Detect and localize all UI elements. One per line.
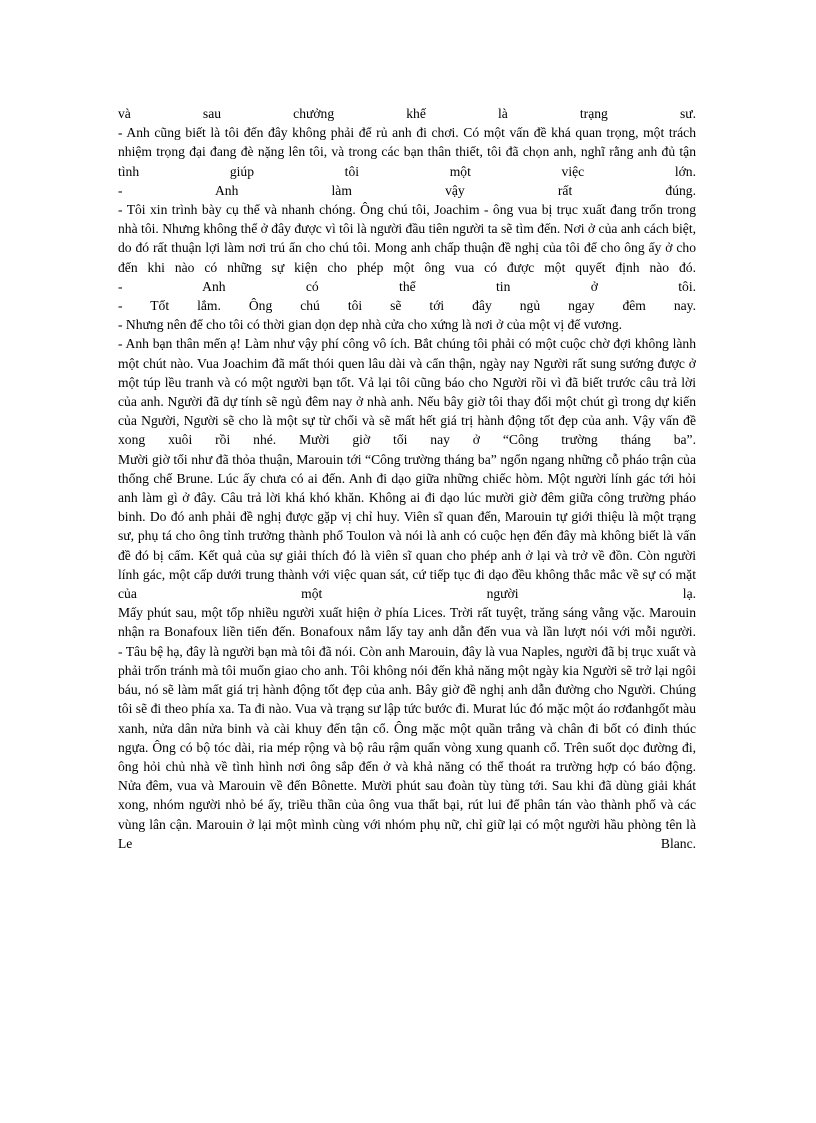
paragraph: Mấy phút sau, một tốp nhiều người xuất hiện ở phía Lices. Trời rất tuyệt, trăng sáng vằng vặc. Marouin nhận ra Bonafoux liền tiến đến. Bonafoux nắm lấy tay anh dẫn đến vua và lần lượt nói với mỗi người. xyxy=(118,605,696,640)
paragraph: Nửa đêm, vua và Marouin về đến Bônette. Mười phút sau đoàn tùy tùng tới. Sau khi đã dùng giải khát xong, nhóm người nhỏ bé ấy, triều thần của ông vua thất bại, rút lui để phân tán vào thành phố và các vùng lân cận. Marouin ở lại một mình cùng với nhóm phụ nữ, chỉ giữ lại có một người hầu phòng tên là Le Blanc. xyxy=(118,778,696,851)
paragraph: và sau chưởng khế là trạng sư. xyxy=(118,106,696,121)
paragraph: - Anh làm vậy rất đúng. xyxy=(118,182,696,198)
paragraph: Mười giờ tối như đã thỏa thuận, Marouin tới “Công trường tháng ba” ngổn ngang những cỗ pháo trận của thống chế Brune. Lúc ấy chưa có ai đến. Anh đi dạo giữa những chiếc hòm. Một người lính gác tới hỏi anh làm gì ở đây. Câu trả lời khá khó khăn. Không ai đi dạo lúc mười giờ đêm giữa công trường pháo binh. Do đó anh phải đề nghị được gặp vị chỉ huy. Viên sĩ quan đến, Marouin tự giới thiệu là một trạng sư, phụ tá cho ông tỉnh trưởng thành phố Toulon và nói là anh có cuộc hẹn đến đây mà không biết là vấn đề đó bị cấm. Kết quả của sự giải thích đó là viên sĩ quan cho phép anh ở lại và trở về đồn. Còn người lính gác, một cấp dưới trung thành với việc quan sát, cứ tiếp tục đi dạo đều không thắc mắc về sự có mặt của một người lạ. xyxy=(118,451,696,602)
paragraph: - Tâu bệ hạ, đây là người bạn mà tôi đã nói. Còn anh Marouin, đây là vua Naples, người đã bị trục xuất và phải trốn tránh mà tôi muốn giao cho anh. Tôi không nói đến khả năng một ngày kia Người sẽ trở lại ngôi báu, nó sẽ làm mất giá trị hành động tốt đẹp của anh. Bây giờ đề nghị anh dẫn đường cho Người. Chúng tôi sẽ đi theo phía xa. Ta đi nào. Vua và trạng sư lập tức bước đi. Murat lúc đó mặc một áo rơđanhgốt màu xanh, nửa dân nửa binh và cài khuy đến tận cổ. Ông mặc một quần trắng và chân đi bốt có đinh thúc ngựa. Ông có bộ tóc dài, ria mép rộng và bộ râu rậm quấn vòng xung quanh cổ. Trên suốt dọc đường đi, ông hỏi chủ nhà về tình hình nơi ông sắp đến ở và khả năng có thể thoát ra trường hợp có báo động. xyxy=(118,643,696,774)
paragraph: - Anh bạn thân mến ạ! Làm như vậy phí công vô ích. Bắt chúng tôi phải có một cuộc chờ đợi không lành một chút nào. Vua Joachim đã mất thói quen lâu dài và cẩn thận, ngày nay Người rất sung sướng được ở một túp lều tranh và có một người bạn tốt. Vả lại tôi cũng báo cho Người rồi vì đã biết trước câu trả lời của anh. Người đã dự tính sẽ ngủ đêm nay ở nhà anh. Nếu bây giờ tôi thay đổi một chút gì trong dự kiến của Người, Người sẽ cho là một sự từ chối và sẽ mất hết giá trị hành động tốt đẹp của anh. Vậy vấn đề xong xuôi rồi nhé. Mười giờ tối nay ở “Công trường tháng ba”. xyxy=(118,336,696,448)
paragraph: - Anh có thể tin ở tôi. xyxy=(118,278,696,294)
paragraph: - Anh cũng biết là tôi đến đây không phải để rủ anh đi chơi. Có một vấn đề khá quan trọng, một trách nhiệm trọng đại đang đè nặng lên tôi, và trong các bạn thân thiết, tôi đã chọn anh, nghĩ rằng anh đủ tận tình giúp tôi một việc lớn. xyxy=(118,125,696,179)
document-page xyxy=(118,104,696,853)
paragraph: - Nhưng nên để cho tôi có thời gian dọn dẹp nhà cửa cho xứng là nơi ở của một vị đế vương. xyxy=(118,317,623,333)
paragraph: - Tôi xin trình bày cụ thể và nhanh chóng. Ông chú tôi, Joachim - ông vua bị trục xuất đang trốn trong nhà tôi. Nhưng không thể ở đây được vì tôi là người đầu tiên người ta sẽ tìm đến. Nơi ở của anh cách biệt, do đó rất thuận lợi làm nơi trú ẩn cho chú tôi. Mong anh chấp thuận đề nghị của tôi để cho ông ấy ở cho đến khi nào có những sự kiện cho phép một ông vua có được một quyết định nào đó. xyxy=(118,202,696,275)
paragraph: - Tốt lắm. Ông chú tôi sẽ tới đây ngủ ngay đêm nay. xyxy=(118,298,696,314)
